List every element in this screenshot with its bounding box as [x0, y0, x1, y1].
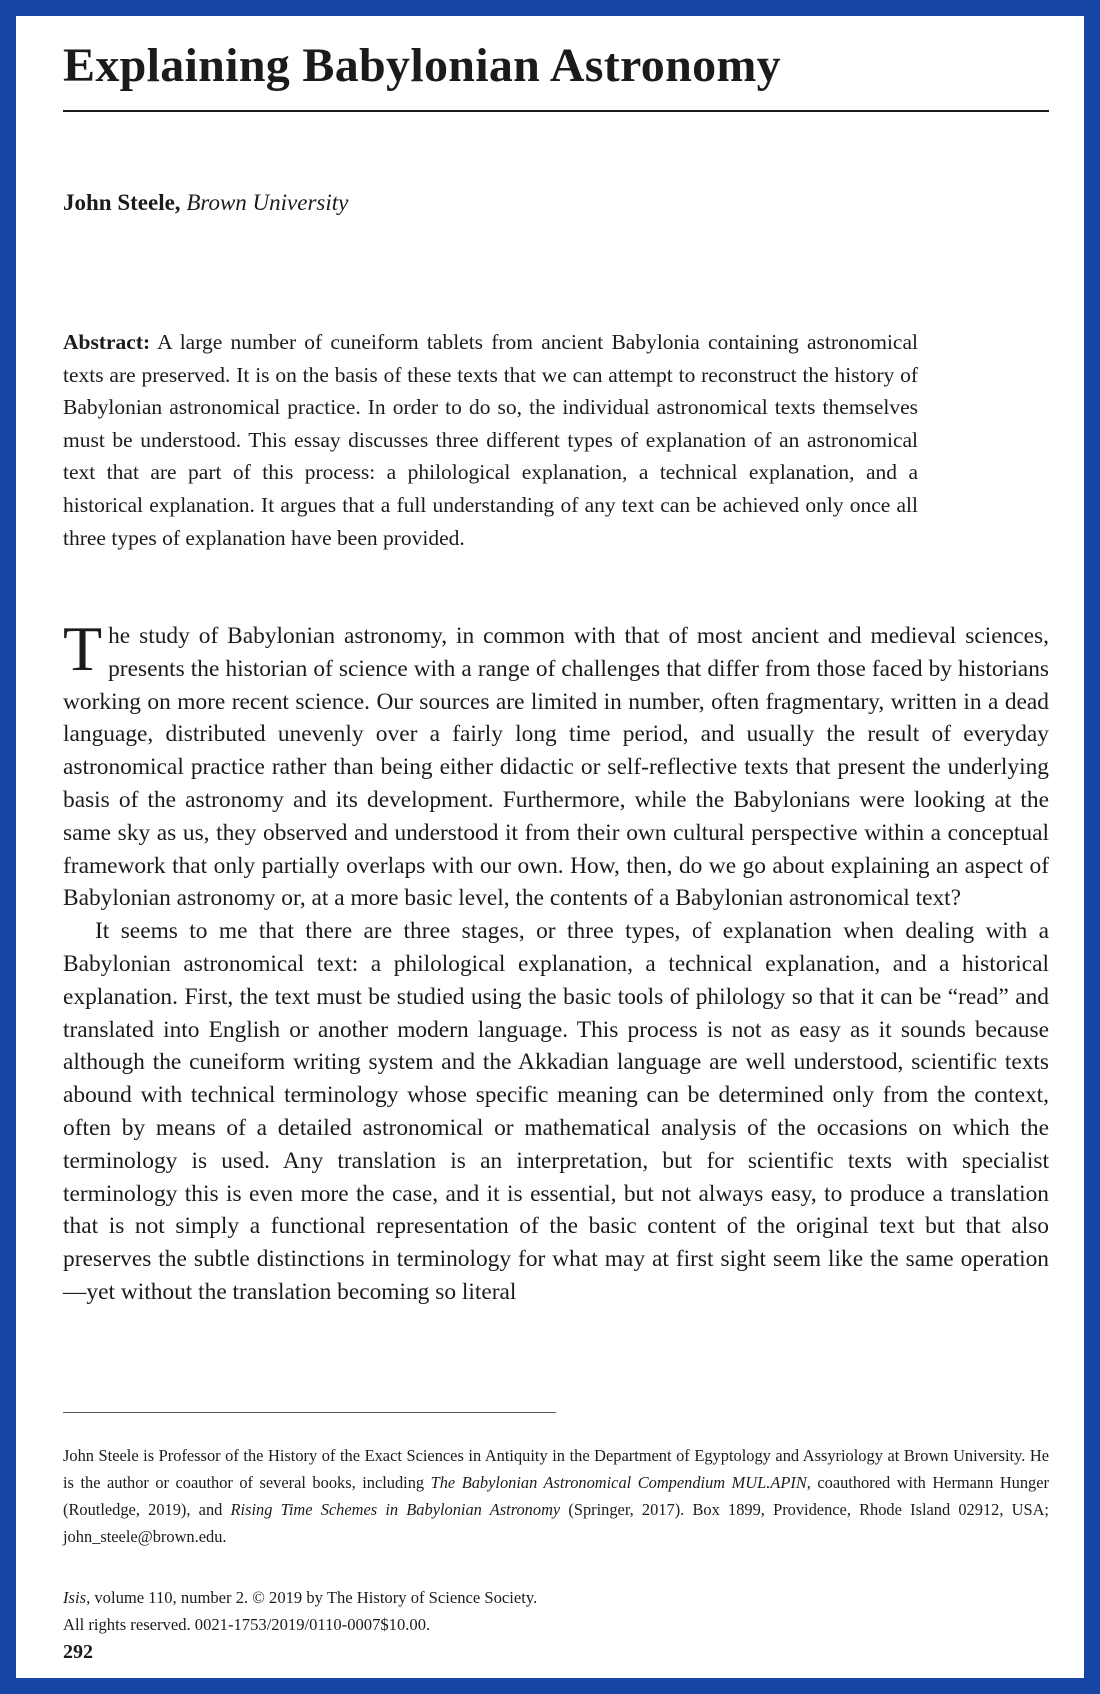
book-title: Rising Time Schemes in Babylonian Astronomy: [230, 1500, 561, 1519]
body-paragraph: It seems to me that there are three stages, or three types, of explanation when dealing with a Babylonian astronomical text: a philological explanation, a technical explanation, and a historical explanation. First, the text must be studied using the basic tools of philology so that it can be “read” and translated into English or another modern language. This process is not as easy as it sounds because although the cuneiform writing system and the Akkadian language are well understood, scientific texts abound with technical terminology whose specific meaning can be determined only from the context, often by means of a detailed astronomical or mathematical analysis of the occasions on which the terminology is used. Any translation is an interpretation, but for scientific texts with specialist terminology this is even more the case, and it is essential, but not always easy, to produce a translation that is not simply a functional representation of the basic content of the original text but that also preserves the subtle distinctions in terminology for what may at first sight seem like the same operation—yet without the translation becoming so literal: [63, 918, 1049, 1305]
body-paragraph: [63, 613, 1049, 915]
footnote-text: John Steele is Professor of the History of the Exact Sciences in Antiquity in the Department of Egyptology and Assyriology at Brown University. He is the author or coauthor of several books, including: [63, 1446, 1049, 1492]
author-line: [63, 190, 348, 216]
journal-name: Isis: [63, 1588, 87, 1607]
publication-line: [63, 1584, 537, 1611]
article-body: [63, 613, 1049, 1309]
page: [16, 16, 1084, 1678]
author-name: John Steele,: [63, 190, 181, 215]
abstract-text: A large number of cuneiform tablets from ancient Babylonia containing astronomical texts are preserved. It is on the basis of these texts that we can attempt to reconstruct the history of Babylonian astronomical practice. In order to do so, the individual astronomical texts themselves must be understood. This essay discusses three different types of explanation of an astronomical text that are part of this process: a philological explanation, a technical explanation, and a historical explanation. It argues that a full understanding of any text can be achieved only once all three types of explanation have been provided.: [63, 330, 918, 550]
abstract: [63, 326, 918, 554]
footnote-text: (Springer, 2017). Box 1899, Providence, Rhode Island 02912, USA; john_steele@brown.edu.: [63, 1500, 1049, 1546]
paragraph-text: he study of Babylonian astronomy, in common with that of most ancient and medieval sciences, presents the historian of science with a range of challenges that differ from those faced by historians working on more recent science. Our sources are limited in number, often fragmentary, written in a dead language, distributed unevenly over a fairly long time period, and usually the result of everyday astronomical practice rather than being either didactic or self-reflective texts that present the underlying basis of the astronomy and its development. Furthermore, while the Babylonians were looking at the same sky as us, they observed and understood it from their own cultural perspective within a conceptual framework that only partially overlaps with our own. How, then, do we go about explaining an aspect of Babylonian astronomy or, at a more basic level, the contents of a Babylonian astronomical text?: [63, 623, 1049, 912]
author-footnote: [63, 1442, 1049, 1550]
publication-info: [63, 1584, 537, 1638]
footnote-text: , coauthored with Hermann Hunger (Routledge, 2019), and: [63, 1473, 1049, 1519]
drop-cap: T: [63, 613, 103, 684]
rights-line: All rights reserved. 0021-1753/2019/0110-0007$10.00.: [63, 1615, 431, 1634]
abstract-label: Abstract:: [63, 330, 151, 354]
title-divider: [63, 110, 1049, 112]
book-title: The Babylonian Astronomical Compendium MUL.APIN: [430, 1473, 807, 1492]
footnote-divider: [63, 1412, 556, 1413]
article-title: Explaining Babylonian Astronomy: [63, 39, 781, 92]
author-affiliation: Brown University: [186, 190, 349, 215]
publication-details: , volume 110, number 2. © 2019 by The History of Science Society.: [86, 1588, 538, 1607]
page-number: 292: [63, 1641, 93, 1663]
